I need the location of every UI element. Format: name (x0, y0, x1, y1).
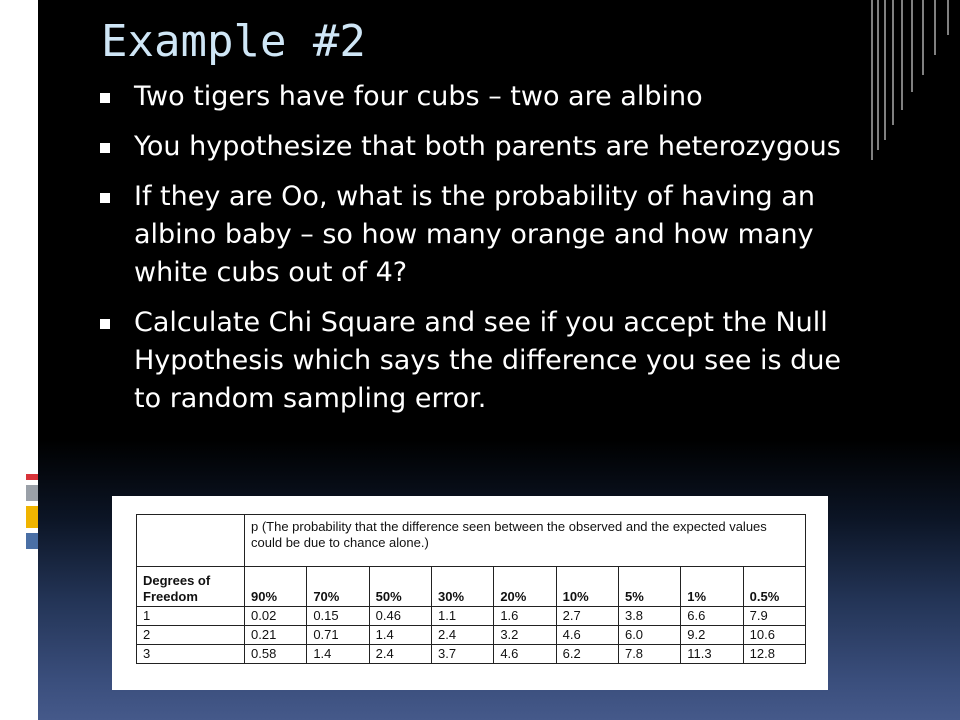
percent-header: 20% (494, 567, 556, 607)
df-cell: 3 (137, 645, 245, 664)
bullet-item (100, 178, 860, 292)
left-white-strip (0, 0, 38, 720)
bullet-item (100, 304, 860, 418)
probability-caption: p (The probability that the difference seen between the observed and the expected values could be due to chance alone.) (245, 515, 806, 567)
bullet-text: Calculate Chi Square and see if you accept the Null Hypothesis which says the difference you see is due to random sampling error. (134, 307, 842, 414)
table-cell: 7.9 (743, 607, 805, 626)
percent-header: 30% (431, 567, 493, 607)
table-cell: 0.46 (369, 607, 431, 626)
table-row (137, 607, 806, 626)
bullet-list (100, 78, 860, 430)
table-cell: 2.4 (431, 626, 493, 645)
bullet-text: Two tigers have four cubs – two are albino (134, 81, 703, 112)
table-caption-row (137, 515, 806, 567)
df-cell: 2 (137, 626, 245, 645)
accent-bar-red (26, 474, 38, 480)
table-cell: 1.4 (307, 645, 369, 664)
table-cell: 3.8 (618, 607, 680, 626)
table-cell: 1.1 (431, 607, 493, 626)
bullet-text: If they are Oo, what is the probability of having an albino baby – so how many orange and how many white cubs out of 4? (134, 181, 815, 288)
table-header-row (137, 567, 806, 607)
table-cell: 6.6 (681, 607, 743, 626)
table-cell: 10.6 (743, 626, 805, 645)
slide-title: Example #2 (101, 16, 366, 67)
bullet-item (100, 128, 860, 166)
square-bullet-icon (100, 319, 110, 329)
table-cell: 3.2 (494, 626, 556, 645)
table-cell: 4.6 (556, 626, 618, 645)
bullet-item (100, 78, 860, 116)
df-cell: 1 (137, 607, 245, 626)
percent-header: 50% (369, 567, 431, 607)
table-cell: 9.2 (681, 626, 743, 645)
square-bullet-icon (100, 143, 110, 153)
table-cell: 12.8 (743, 645, 805, 664)
table-cell: 6.2 (556, 645, 618, 664)
bullet-text: You hypothesize that both parents are heterozygous (134, 131, 841, 162)
table-cell: 1.6 (494, 607, 556, 626)
percent-header: 90% (245, 567, 307, 607)
table-cell: 2.7 (556, 607, 618, 626)
percent-header: 5% (618, 567, 680, 607)
table-cell: 0.15 (307, 607, 369, 626)
table-cell: 0.21 (245, 626, 307, 645)
accent-bar-gray (26, 485, 38, 501)
table-cell: 6.0 (618, 626, 680, 645)
accent-bar-blue (26, 533, 38, 549)
table-row (137, 626, 806, 645)
percent-header: 70% (307, 567, 369, 607)
table-cell: 0.02 (245, 607, 307, 626)
table-cell: 3.7 (431, 645, 493, 664)
percent-header: 0.5% (743, 567, 805, 607)
percent-header: 1% (681, 567, 743, 607)
chi-square-table (136, 514, 806, 664)
table-cell: 4.6 (494, 645, 556, 664)
table-cell: 11.3 (681, 645, 743, 664)
table-cell: 1.4 (369, 626, 431, 645)
corner-decoration (868, 0, 960, 160)
square-bullet-icon (100, 193, 110, 203)
table-cell: 0.58 (245, 645, 307, 664)
table-cell: 2.4 (369, 645, 431, 664)
accent-bar-yellow (26, 506, 38, 528)
percent-header: 10% (556, 567, 618, 607)
table-cell: 7.8 (618, 645, 680, 664)
chi-square-table-image (112, 496, 828, 690)
table-corner-cell (137, 515, 245, 567)
table-row (137, 645, 806, 664)
table-cell: 0.71 (307, 626, 369, 645)
degrees-of-freedom-header: Degrees of Freedom (137, 567, 245, 607)
square-bullet-icon (100, 93, 110, 103)
